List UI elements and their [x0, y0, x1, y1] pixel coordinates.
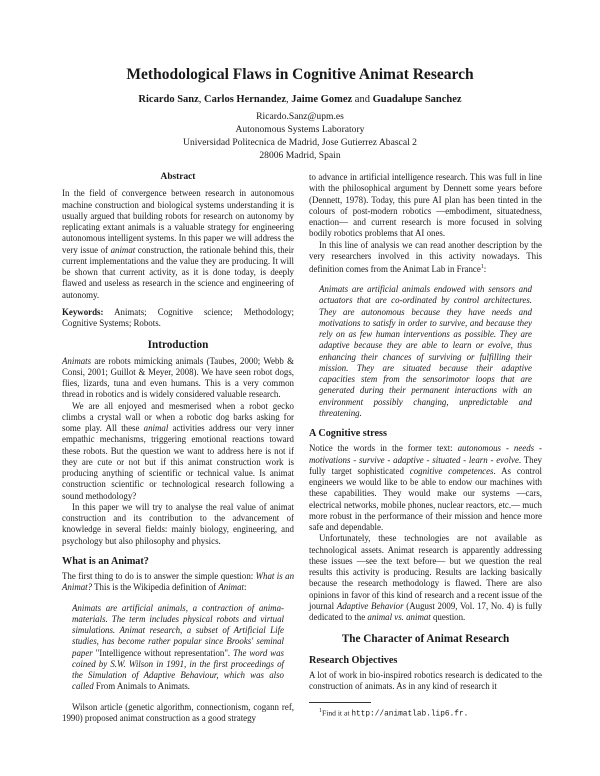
text-run: (August 2009, Vol. 17, No. 4) is fully dedicated to the: [309, 600, 543, 623]
paragraph: [309, 172, 542, 240]
paragraph: [309, 670, 542, 693]
paragraph: [62, 702, 294, 725]
author-name: Jaime Gomez: [291, 94, 353, 105]
section-heading: The Character of Animat Research: [341, 633, 510, 646]
paragraph: [62, 401, 294, 502]
section-heading: Research Objectives: [309, 654, 398, 666]
city: 28006 Madrid, Spain: [259, 150, 341, 161]
text-run: animal vs. animat: [367, 612, 431, 623]
section-heading: What is an Animat?: [62, 555, 149, 567]
paragraph: [62, 307, 294, 330]
text-run: Animats are artificial animals endowed with sensors and actuators that are co-ordinated by control architectures. They are autonomous because they have needs and motivations to satisfy in order to survive, and because they rely on as few human interventions as possible. They are adaptive because they are able to learn or evolve, thus enhancing their chances of surviving or fulfilling their mission. They are situated because their adaptive capacities stem from the sensorimotor loops that are generated during their permanent interactions with an environment possibly changing, unpredictable and threatening.: [319, 284, 532, 418]
authors-and: and: [354, 94, 370, 105]
paragraph: [62, 356, 294, 401]
paragraph: [309, 240, 542, 276]
text-run: A lot of work in bio-inspired robotics research is dedicated to the construction of animats. As in any kind of research it: [309, 669, 542, 692]
footnote-rule: [309, 702, 371, 703]
footnote: [309, 706, 542, 721]
text-run: Animat: [218, 582, 244, 593]
block-quote: [72, 603, 284, 693]
text-run: :: [243, 582, 247, 593]
text-run: Wilson article (genetic algorithm, connectionism, cogann ref, 1990) proposed animat construction as a good strategy: [62, 701, 294, 723]
footnote-text: Find it at: [322, 709, 352, 718]
text-run: .: [187, 681, 191, 692]
text-run: The first thing to do is to answer the simple question:: [62, 571, 256, 581]
text-run: Animats: [62, 355, 92, 366]
block-quote: [319, 284, 532, 419]
paragraph: [62, 571, 294, 594]
university: Universidad Politecnica de Madrid, Jose Gutierrez Abascal 2: [183, 137, 417, 148]
text-run: Notice the words in the former text:: [309, 443, 458, 454]
left-column: [62, 172, 294, 724]
text-run: 1: [480, 264, 484, 270]
text-run: . As control engineers we would like to be able to endow our machines with these capabilities. They would make our systems —cars, electrical networks, mobile phones, nuclear reactors, etc.— much more robust in the performance of their mission and hence more safe and dependable.: [309, 465, 542, 533]
section-heading: A Cognitive stress: [309, 428, 387, 440]
text-run: autonomous - needs - motivations - survive - adaptive - situated - learn - evolve: [309, 443, 543, 465]
paragraph: [309, 443, 542, 533]
text-run: . The word was coined by S.W. Wilson in 1991, in the first proceedings of the Simulation of Adaptive Behaviour, which was also called: [72, 647, 284, 692]
right-column: [309, 172, 542, 721]
text-run: :: [483, 263, 487, 274]
author-name: Guadalupe Sanchez: [372, 94, 462, 105]
author-email: Ricardo.Sanz@upm.es: [256, 111, 344, 122]
paragraph: [309, 533, 542, 623]
author-name: Carlos Hernandez: [204, 94, 286, 105]
section-heading: Abstract: [160, 172, 196, 182]
paper-title: Methodological Flaws in Cognitive Animat Research: [126, 66, 474, 83]
text-run: "Intelligence without representation": [95, 647, 228, 658]
paragraph: [62, 188, 294, 301]
lab-name: Autonomous Systems Laboratory: [235, 124, 365, 135]
text-run: We are all enjoyed and mesmerised when a robot gecko climbs a crystal wall or when a robotic dog barks asking for some play. All these: [62, 400, 294, 433]
text-run: Keywords:: [62, 306, 104, 317]
text-run: . They fully target sophisticated: [309, 454, 542, 476]
text-run: From Animals to Animats: [95, 681, 188, 692]
section-heading: Introduction: [147, 339, 209, 352]
text-run: question.: [430, 612, 466, 623]
text-run: Adaptive Behavior: [336, 600, 404, 611]
footnote-mark: 1: [319, 708, 322, 715]
text-run: In this paper we will try to analyse the real value of animat construction and its contribution to the advancement of knowledge in several fields: mainly biology, engineering, and psychology but also philosophy and physics.: [62, 501, 294, 546]
footnote-url: http://animatlab.lip6.fr.: [351, 711, 469, 719]
text-run: animal: [143, 423, 169, 433]
author-name: Ricardo Sanz: [138, 94, 199, 105]
text-run: Unfortunately, these technologies are not available as technological assets. Animat research is apparently addressing these issues —see the text before— but we question the real results this activity is producing. Results are lacking basically because the research methodology is flawed. There are also opinions in favor of this kind of research and a recent issue of the journal: [309, 533, 542, 611]
text-run: to advance in artificial intelligence research. This was full in line with the philosophical argument by Dennett some years before (Dennett, 1978). Today, this pure AI plan has been tinted in the colours of post-modern robotics —embodiment, situatedness, enaction— and current research is more focused in solving bodily robotics problems that AI ones.: [309, 172, 542, 239]
affiliation: [0, 110, 600, 162]
text-run: What is an Animat?: [62, 571, 295, 593]
text-run: In this line of analysis we can read another description by the very researchers involved in this activity nowadays. This definition comes from the Animat Lab in France: [309, 239, 542, 274]
text-run: Animats; Cognitive science; Methodology; Cognitive Systems; Robots.: [62, 306, 294, 328]
text-run: are robots mimicking animals (Taubes, 2000; Webb & Consi, 2001; Guillot & Meyer, 2008). We have seen robot dogs, flies, lizards, tuna and even humans. This is a very common thread in robotics and is widely considered valuable research.: [62, 355, 294, 400]
text-run: This is the Wikipedia definition of: [92, 582, 219, 593]
author-list: Ricardo Sanz, Carlos Hernandez, Jaime Gomez and Guadalupe Sanchez: [138, 94, 462, 105]
paragraph: [62, 502, 294, 547]
text-run: animat: [110, 244, 136, 255]
text-run: cognitive competences: [409, 465, 494, 476]
text-run: activities address our very inner empathic mechanisms, triggering emotional reactions toward these robots. But the question we want to address here is not if they are cute or not but if this animat construction work is producing anything of scientific or technical value. Is animat construction scientific or technological research following a sound methodology?: [62, 423, 294, 501]
text-run: In the field of convergence between research in autonomous machine construction and biological systems understanding it is usually argued that building robots for research on autonomy by replicating extant animals is a valuable strategy for engineering autonomous intelligent systems. In this paper we will address the very issue of: [62, 188, 294, 255]
text-run: Animats are artificial animals, a contraction of anima-materials. The term includes physical robots and virtual simulations. Animat research, a subset of Artificial Life studies, has become rather popular since Brooks' seminal paper: [72, 602, 284, 658]
text-run: construction, the rationale behind this, their current implementations and the value they are producing. It will be shown that current activity, as it is done today, is deeply flawed and useless as research in the science and engineering of autonomy.: [62, 244, 294, 300]
